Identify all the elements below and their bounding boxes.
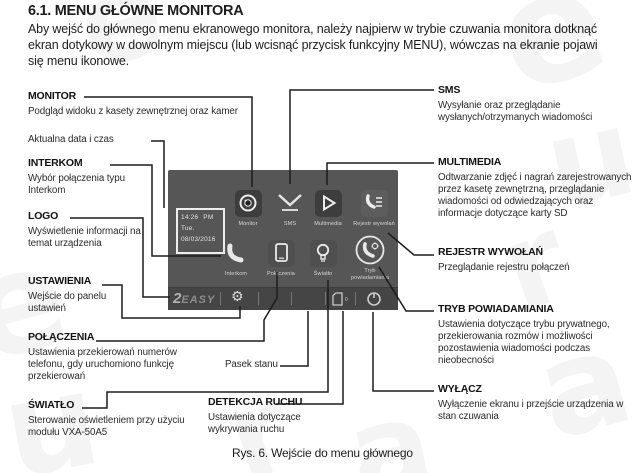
monitor-screenshot [168,170,398,310]
gear-icon: ⚙ [231,289,244,305]
callout-desc: Wyłączenie ekranu i przejście urządzenia w stan czuwania [438,399,624,422]
menu-item-label: Interkom [224,271,248,277]
callout-title: ŚWIATŁO [28,399,75,411]
callout-polaczenia [28,331,193,383]
day-text: Tue. [181,225,195,232]
callout-desc: Wybór połączenia typu Interkom [28,173,125,196]
menu-item-label: Monitor [238,221,258,227]
status-separator [220,292,221,305]
menu-item-swiatlo [299,238,347,278]
menu-item-label: Światło [313,271,333,277]
menu-item-polaczenia [257,238,305,278]
callout-title: SMS [438,84,461,96]
menu-item-rejestr-wywolan [350,188,398,228]
callout-title: MONITOR [28,90,76,102]
status-separator [291,292,292,305]
callout-desc: Ustawienia dotyczące trybu prywatnego, przekierowania rozmów i możliwości pozostawienia wiadomości podczas nieobecności [438,319,610,366]
callout-desc: Sterowanie oświetleniem przy użyciu modułu VXA-50A5 [28,415,185,438]
callout-tryb-powiadamiania [438,303,634,367]
phone-list-icon [361,190,388,217]
callout-rejestr-wywolan [438,246,634,274]
callout-desc: Wejście do panelu ustawień [28,291,107,314]
smartphone-icon [268,240,295,267]
callout-desc: Odtwarzanie zdjęć i nagrań zarejestrowanych przez kasetę zewnętrzną, przeglądanie wiadomości od odwiedzających oraz informacje dotyczące karty SD [438,172,632,219]
camera-lens-icon [235,190,262,217]
callout-ustawienia [28,275,133,315]
callout-desc: Ustawienia przekierowań numerów telefonu, gdy uruchomiono funkcję przekierowań [28,347,177,382]
sd-badge: 0 [345,297,348,303]
callout-desc: Wyświetlenie informacji na temat urządzenia [28,226,141,249]
callout-interkom [28,157,143,197]
menu-item-label: Połączenia [267,271,295,277]
callout-desc: Pasek stanu [225,359,278,370]
callout-title: DETEKCJA RUCHU [208,396,303,408]
callout-logo [28,210,150,250]
callout-desc: Podgląd widoku z kasety zewnętrznej oraz kamer [28,106,238,117]
menu-item-label: Tryb powiadamiania [351,268,389,281]
play-icon [315,190,342,217]
callout-desc: Wysyłanie oraz przeglądanie wysłanych/otrzymanych wiadomości [438,100,593,123]
status-bar [168,287,398,310]
status-separator [355,292,356,305]
callout-desc: Aktualna data i czas [28,134,114,145]
callout-title: INTERKOM [28,157,83,169]
callout-title: LOGO [28,210,59,222]
callout-title: USTAWIENIA [28,275,92,287]
date-text: 08/03/2016 [181,236,216,243]
page-title: 6.1. MENU GŁÓWNE MONITORA [28,3,244,19]
callout-wylacz [438,383,634,423]
callout-datetime [28,134,158,146]
time-text: 14:26 [181,214,199,221]
callout-title: WYŁĄCZ [438,383,482,395]
status-separator [325,292,326,305]
power-icon [366,291,382,312]
easy-logo-text: EASY [181,294,216,306]
menu-item-tryb-powiadamiania [346,235,394,281]
callout-desc: Przeglądanie rejestru połączeń [438,262,570,273]
callout-title: REJESTR WYWOŁAŃ [438,246,543,258]
callout-desc: Ustawienia dotyczące wykrywania ruchu [208,412,301,435]
callout-pasek-stanu [225,359,315,371]
meridiem-text: PM [203,214,214,221]
figure-caption: Rys. 6. Wejście do menu głównego [232,446,413,460]
callout-detekcja-ruchu [208,396,338,436]
intro-paragraph: Aby wejść do głównego menu ekranowego monitora, należy najpierw w trybie czuwania monitora dotknąć ekran dotykowy w dowolnym miejscu (lub wcisnąć przycisk funkcyjny MENU), wówczas na ekranie pojawi się menu ikonowe. [28,22,598,68]
status-separator [258,292,259,305]
menu-item-interkom [212,238,260,278]
callout-monitor [28,90,273,118]
menu-item-multimedia [304,188,352,228]
menu-item-label: SMS [283,221,297,227]
sd-card-icon [332,292,343,311]
easy-logo-prefix: 2 [173,290,182,307]
menu-item-label: Rejestr wywołań [353,221,395,227]
callout-title: TRYB POWIADAMIANIA [438,303,554,315]
handset-icon [212,238,260,268]
phone-gear-icon [346,235,394,265]
callout-multimedia [438,156,634,220]
callout-sms [438,84,628,124]
easy-logo [173,290,215,308]
callout-swiatlo [28,399,206,439]
menu-item-label: Multimedia [314,221,342,227]
menu-item-monitor [224,188,272,228]
callout-title: POŁĄCZENIA [28,331,95,343]
bulb-icon [310,240,337,267]
callout-title: MULTIMEDIA [438,156,502,168]
